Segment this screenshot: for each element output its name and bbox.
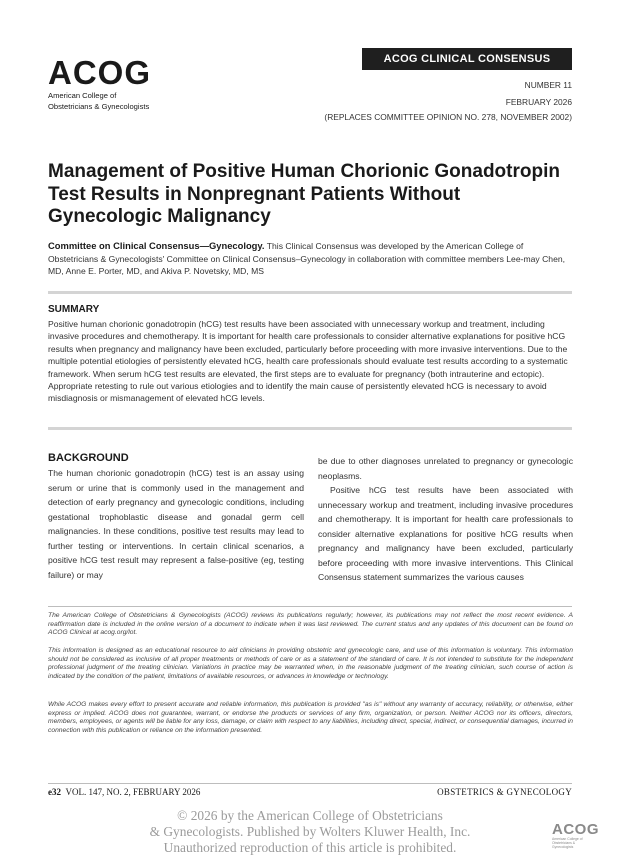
document-date: FEBRUARY 2026 bbox=[505, 97, 572, 107]
copyright-line-1: © 2026 by the American College of Obstetricians bbox=[177, 808, 443, 823]
footnote-review: The American College of Obstetricians & Gynecologists (ACOG) reviews its publications regularly; however, its publications may not reflect the most recent evidence. A reaffirmation date is included in the online version of a document to indicate when it was last reviewed. The current status and any updates of this document can be found on ACOG Clinical at acog.org/lot. bbox=[48, 612, 573, 637]
footnote-rule bbox=[48, 606, 572, 607]
logo-wordmark: ACOG bbox=[48, 54, 151, 91]
background-heading: BACKGROUND bbox=[48, 452, 129, 464]
committee-statement bbox=[48, 240, 575, 278]
page-number: e32 bbox=[48, 787, 61, 797]
watermark-logo bbox=[552, 821, 599, 852]
committee-text: This Clinical Consensus was developed by the American College of Obstetricians & Gynecologists' Committee on Clinical Consensus–Gynecology in collaboration with committee members Lee-may Chen, MD, Anne E. Porter, MD, and Akiva P. Novetsky, MD, MS bbox=[48, 241, 566, 277]
watermark-logo-subtitle: American College of Obstetricians & Gynecologists bbox=[552, 837, 583, 849]
background-column-left bbox=[48, 466, 304, 582]
document-type-band: ACOG CLINICAL CONSENSUS bbox=[362, 48, 572, 70]
journal-name: OBSTETRICS & GYNECOLOGY bbox=[437, 787, 572, 797]
committee-lead: Committee on Clinical Consensus—Gynecology. bbox=[48, 240, 265, 251]
background-paragraph-2: Positive hCG test results have been associated with unnecessary workup and treatment, including invasive procedures and chemotherapy. It is important for health care professionals to consider alternative explanations for positive hCG results when pregnancy and malignancy have been excluded, particularly before proceeding with more invasive interventions. This Clinical Consensus statement summarizes the various causes bbox=[318, 485, 573, 582]
copyright-line-2: & Gynecologists. Published by Wolters Kluwer Health, Inc. bbox=[149, 824, 471, 839]
background-paragraph-1: The human chorionic gonadotropin (hCG) test is an assay using serum or urine that is commonly used in the management and detection of early pregnancy and gynecologic conditions, including gestational trophoblastic disease and gonadal germ cell malignancies. In these conditions, positive test results may lead to further testing or interventions. In certain clinical scenarios, a positive hCG test result may represent a false-positive (eg, testing failure) or may bbox=[48, 468, 304, 580]
watermark-logo-wordmark: ACOG bbox=[552, 821, 599, 838]
copyright-watermark bbox=[0, 808, 620, 856]
acog-logo bbox=[48, 56, 168, 112]
logo-subtitle-line-2: Obstetricians & Gynecologists bbox=[48, 102, 150, 111]
background-paragraph-1-cont: be due to other diagnoses unrelated to pregnancy or gynecologic neoplasms. bbox=[318, 456, 573, 481]
footnote-educational: This information is designed as an educational resource to aid clinicians in providing obstetric and gynecologic care, and use of this information is voluntary. This information should not be considered as inclusive of all proper treatments or methods of care or as a statement of the standard of care. It is not intended to substitute for the independent professional judgment of the treating clinician. Variations in practice may be warranted when, in the reasonable judgment of the treating clinician, such course of action is indicated by the condition of the patient, limitations of available resources, or advances in knowledge or technology. bbox=[48, 647, 573, 681]
article-title: Management of Positive Human Chorionic Gonadotropin Test Results in Nonpregnant Patients Without Gynecologic Malignancy bbox=[48, 161, 560, 227]
volume-info: VOL. 147, NO. 2, FEBRUARY 2026 bbox=[65, 787, 201, 797]
footer-page-info bbox=[48, 787, 200, 797]
summary-heading: SUMMARY bbox=[48, 304, 100, 315]
footer-rule bbox=[48, 783, 572, 784]
copyright-line-3: Unauthorized reproduction of this article is prohibited. bbox=[163, 840, 457, 855]
summary-body: Positive human chorionic gonadotropin (hCG) test results have been associated with unnecessary workup and treatment, including invasive procedures and chemotherapy. It is important for health care professionals to consider alternative explanations for positive hCG results when pregnancy and malignancy have been excluded, particularly before proceeding with more invasive interventions. Due to the multiple potential etiologies of persistently elevated hCG, health care professionals should evaluate test results according to a systematic framework. When serum hCG test results are elevated, the first steps are to evaluate for pregnancy (both intrauterine and ectopic). Appropriate retesting to rule out various etiologies and to identify the main cause of persistently elevated hCG is necessary to avoid misdiagnosis or mismanagement of elevated hCG levels. bbox=[48, 319, 568, 404]
document-number: NUMBER 11 bbox=[524, 80, 572, 90]
summary-top-rule bbox=[48, 291, 572, 294]
footnote-disclaimer: While ACOG makes every effort to present accurate and reliable information, this publication is provided "as is" without any warranty of accuracy, reliability, or otherwise, either express or implied. ACOG does not guarantee, warrant, or endorse the products or services of any firm, organization, or person. Neither ACOG nor its officers, directors, members, employees, or agents will be liable for any loss, damage, or claim with respect to any liabilities, including direct, special, indirect, or consequential damages, incurred in connection with this publication or reliance on the information presented. bbox=[48, 701, 573, 735]
summary-bottom-rule bbox=[48, 427, 572, 430]
replaces-note: (REPLACES COMMITTEE OPINION NO. 278, NOVEMBER 2002) bbox=[324, 112, 572, 122]
background-column-right bbox=[318, 454, 573, 585]
logo-subtitle-line-1: American College of bbox=[48, 91, 117, 100]
